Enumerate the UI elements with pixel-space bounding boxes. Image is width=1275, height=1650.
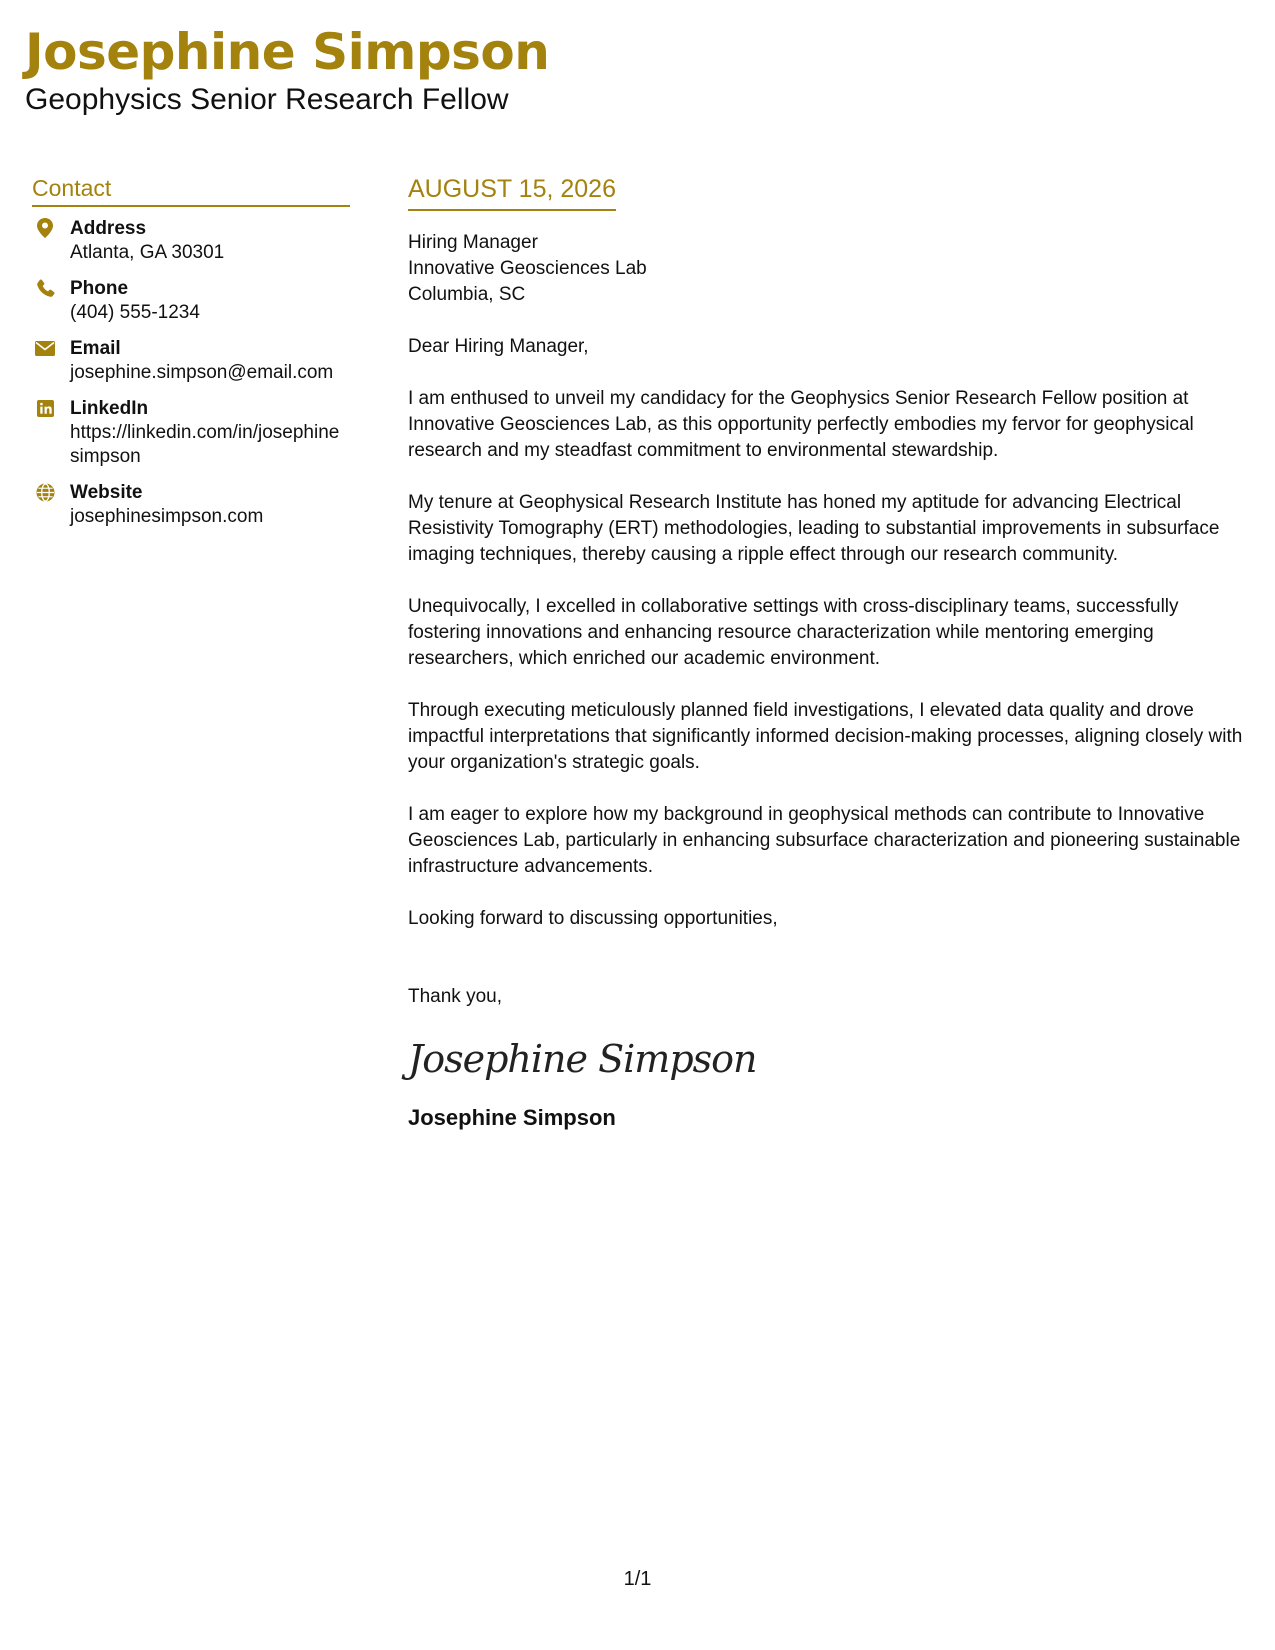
contact-item-address — [32, 217, 350, 265]
contact-label: Website — [70, 482, 143, 503]
applicant-name: Josephine Simpson — [25, 23, 550, 81]
email-value[interactable]: josephine.simpson@email.com — [70, 362, 334, 383]
recipient-title: Hiring Manager — [408, 232, 538, 253]
signoff: Thank you, — [408, 986, 502, 1007]
letter-paragraph: My tenure at Geophysical Research Institute has honed my aptitude for advancing Electrical Resistivity Tomography (ERT) methodologies, leading to substantial improvements in subsurface imaging techniques, thereby causing a ripple effect through our research community. — [408, 492, 1220, 565]
globe-icon — [34, 481, 56, 503]
recipient-location: Columbia, SC — [408, 284, 526, 305]
applicant-job-title: Geophysics Senior Research Fellow — [25, 83, 509, 116]
letter-paragraph: I am enthused to unveil my candidacy for the Geophysics Senior Research Fellow position at Innovative Geosciences Lab, as this opportunity perfectly embodies my fervor for geophysical research and my steadfast commitment to environmental stewardship. — [408, 388, 1194, 461]
phone-icon — [34, 277, 56, 299]
contact-item-phone — [32, 277, 350, 325]
recipient-company: Innovative Geosciences Lab — [408, 258, 647, 279]
letter-date: AUGUST 15, 2026 — [408, 172, 616, 211]
phone-value: (404) 555-1234 — [70, 302, 200, 323]
letter-paragraph: Through executing meticulously planned field investigations, I elevated data quality and drove impactful interpretations that significantly informed decision-making processes, aligning closely with your organization's strategic goals. — [408, 700, 1243, 773]
linkedin-value[interactable]: https://linkedin.com/in/josephine simpson — [70, 422, 340, 467]
page-number: 1/1 — [623, 1568, 652, 1590]
handwritten-signature: Josephine Simpson — [408, 1037, 757, 1081]
closing-line: Looking forward to discussing opportunities, — [408, 908, 778, 929]
signer-name: Josephine Simpson — [408, 1105, 616, 1130]
contact-label: Email — [70, 338, 121, 359]
map-pin-icon — [34, 217, 56, 239]
address-value: Atlanta, GA 30301 — [70, 242, 225, 263]
contact-sidebar — [32, 173, 350, 541]
contact-heading: Contact — [32, 173, 350, 207]
salutation: Dear Hiring Manager, — [408, 336, 589, 357]
letter-paragraph: Unequivocally, I excelled in collaborative settings with cross-disciplinary teams, successfully fostering innovations and enhancing resource characterization while mentoring emerging researchers, which enriched our academic environment. — [408, 596, 1179, 669]
contact-label: LinkedIn — [70, 398, 149, 419]
contact-item-email — [32, 337, 350, 385]
linkedin-icon — [34, 397, 56, 419]
contact-item-website — [32, 481, 350, 529]
letter-paragraph: I am eager to explore how my background in geophysical methods can contribute to Innovative Geosciences Lab, particularly in enhancing subsurface characterization and pioneering sustainable infrastructure advancements. — [408, 804, 1241, 877]
letter-body — [408, 172, 1253, 1132]
contact-label: Phone — [70, 278, 129, 299]
contact-label: Address — [70, 218, 147, 239]
envelope-icon — [34, 337, 56, 359]
contact-item-linkedin — [32, 397, 350, 469]
website-value[interactable]: josephinesimpson.com — [70, 506, 264, 527]
recipient-block — [408, 230, 1253, 308]
